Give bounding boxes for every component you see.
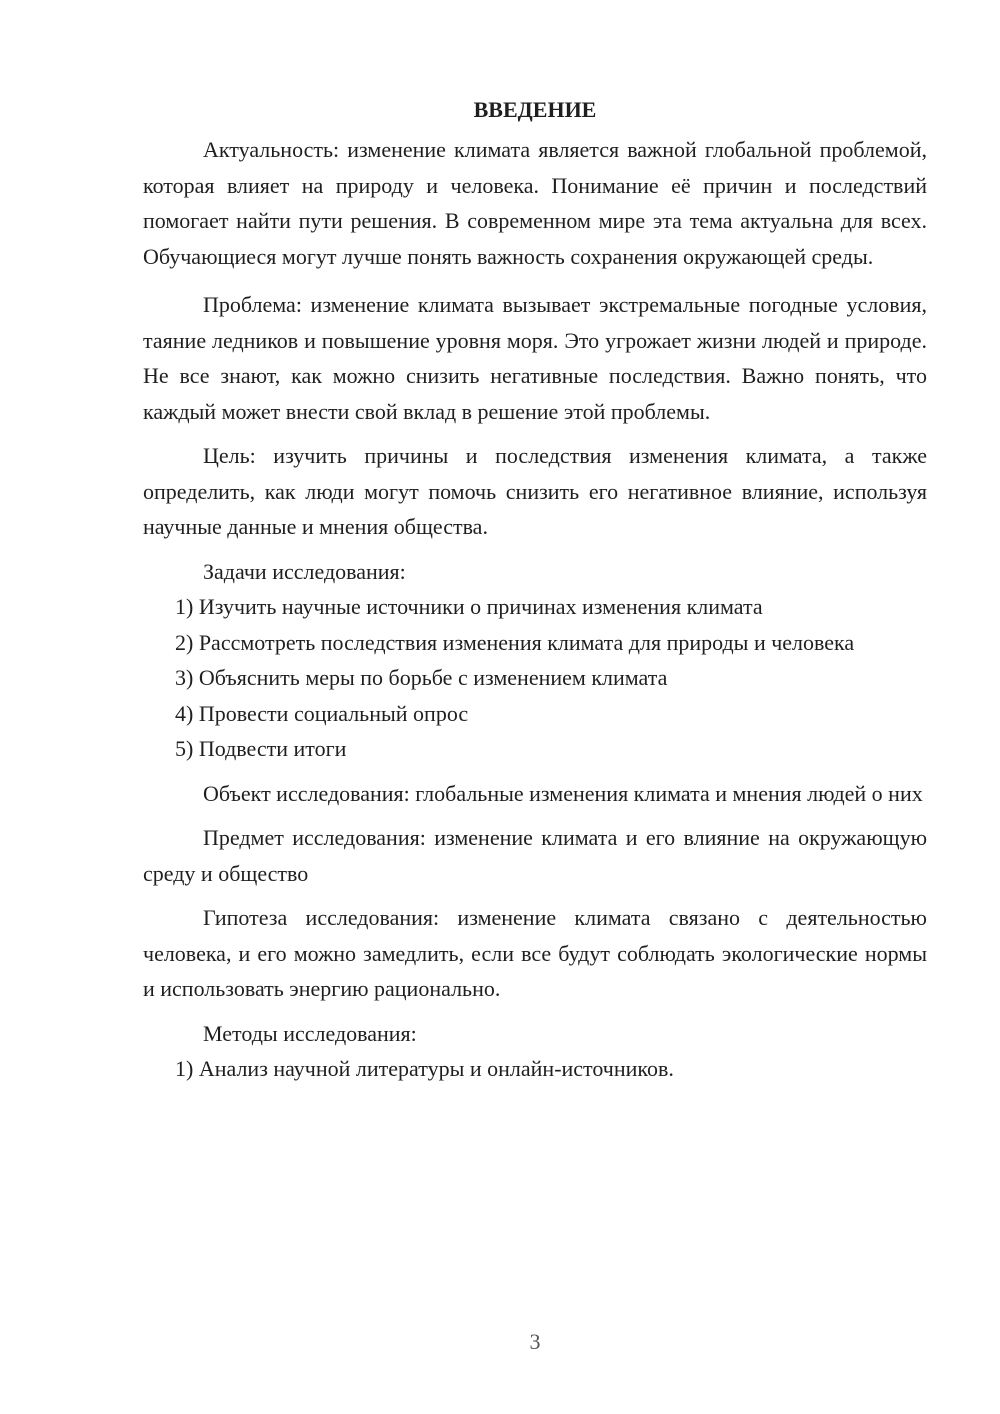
object-paragraph: Объект исследования: глобальные изменения климата и мнения людей о них — [203, 780, 923, 806]
task-item-4: 4) Провести социальный опрос — [175, 700, 469, 726]
page-content — [143, 92, 927, 1087]
task-item-3: 3) Объяснить меры по борьбе с изменением климата — [175, 665, 668, 690]
task-item-1: 1) Изучить научные источники о причинах изменения климата — [175, 594, 763, 619]
subject-paragraph: Предмет исследования: изменение климата и его влияние на окружающую среду и общество — [143, 825, 927, 886]
page-title: ВВЕДЕНИЕ — [473, 97, 597, 122]
task-item-5: 5) Подвести итоги — [175, 736, 347, 761]
relevance-paragraph: Актуальность: изменение климата является важной глобальной проблемой, которая влияет на природу и человека. Понимание её причин и последствий помогает найти пути решения. В современном мире эта тема актуальна для всех. Обучающиеся могут лучше понять важность сохранения окружающей среды. — [143, 137, 927, 269]
methods-heading: Методы исследования: — [203, 1020, 417, 1046]
tasks-heading: Задачи исследования: — [203, 558, 406, 584]
method-item-1: 1) Анализ научной литературы и онлайн-источников. — [175, 1056, 674, 1081]
page-number: 3 — [529, 1329, 541, 1354]
hypothesis-paragraph: Гипотеза исследования: изменение климата связано с деятельностью человека, и его можно замедлить, если все будут соблюдать экологические нормы и использовать энергию рационально. — [143, 905, 927, 1001]
goal-paragraph: Цель: изучить причины и последствия изменения климата, а также определить, как люди могут помочь снизить его негативное влияние, используя научные данные и мнения общества. — [143, 443, 927, 539]
problem-paragraph: Проблема: изменение климата вызывает экстремальные погодные условия, таяние ледников и повышение уровня моря. Это угрожает жизни людей и природе. Не все знают, как можно снизить негативные последствия. Важно понять, что каждый может внести свой вклад в решение этой проблемы. — [143, 292, 927, 424]
task-item-2: 2) Рассмотреть последствия изменения климата для природы и человека — [175, 629, 855, 655]
